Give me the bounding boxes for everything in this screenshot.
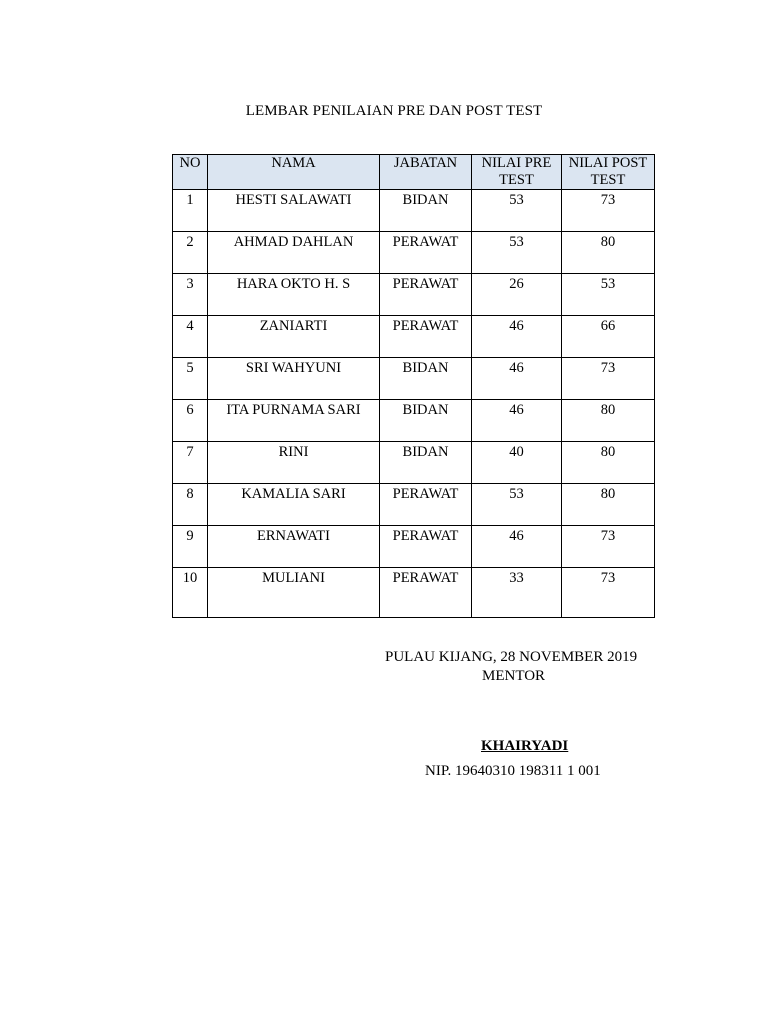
cell-nilai-post: 80 (562, 400, 655, 442)
cell-jabatan: BIDAN (380, 190, 472, 232)
cell-nilai-pre: 33 (472, 568, 562, 618)
cell-nilai-pre: 46 (472, 526, 562, 568)
cell-no: 7 (173, 442, 208, 484)
table-row (173, 484, 655, 526)
cell-nilai-post: 66 (562, 316, 655, 358)
table-row (173, 316, 655, 358)
cell-nilai-pre: 46 (472, 400, 562, 442)
table-row (173, 358, 655, 400)
cell-nilai-post: 73 (562, 190, 655, 232)
score-table (172, 154, 655, 618)
cell-nilai-post: 73 (562, 526, 655, 568)
table-row (173, 400, 655, 442)
cell-nilai-pre: 53 (472, 190, 562, 232)
table-row (173, 442, 655, 484)
document-title: LEMBAR PENILAIAN PRE DAN POST TEST (245, 103, 543, 119)
mentor-label: MENTOR (482, 668, 546, 684)
cell-nama: ZANIARTI (208, 316, 380, 358)
cell-nama: KAMALIA SARI (208, 484, 380, 526)
cell-jabatan: BIDAN (380, 400, 472, 442)
cell-nilai-pre: 40 (472, 442, 562, 484)
cell-nilai-pre: 46 (472, 316, 562, 358)
cell-jabatan: PERAWAT (380, 526, 472, 568)
cell-jabatan: PERAWAT (380, 274, 472, 316)
cell-nama: MULIANI (208, 568, 380, 618)
cell-jabatan: PERAWAT (380, 316, 472, 358)
header-jabatan: JABATAN (380, 155, 472, 190)
cell-jabatan: BIDAN (380, 358, 472, 400)
place-date: PULAU KIJANG, 28 NOVEMBER 2019 (385, 649, 638, 665)
header-no: NO (173, 155, 208, 190)
cell-nama: HESTI SALAWATI (208, 190, 380, 232)
cell-no: 5 (173, 358, 208, 400)
cell-nama: SRI WAHYUNI (208, 358, 380, 400)
cell-nilai-post: 80 (562, 484, 655, 526)
cell-nilai-pre: 46 (472, 358, 562, 400)
cell-nilai-post: 80 (562, 442, 655, 484)
cell-jabatan: PERAWAT (380, 568, 472, 618)
cell-nilai-pre: 26 (472, 274, 562, 316)
cell-nilai-pre: 53 (472, 484, 562, 526)
header-nilai-post-test: NILAI POST TEST (562, 155, 655, 190)
header-nilai-pre-test: NILAI PRE TEST (472, 155, 562, 190)
cell-nama: RINI (208, 442, 380, 484)
table-row (173, 568, 655, 618)
mentor-name: KHAIRYADI (481, 738, 569, 754)
table-row (173, 526, 655, 568)
cell-jabatan: PERAWAT (380, 484, 472, 526)
cell-no: 3 (173, 274, 208, 316)
cell-no: 1 (173, 190, 208, 232)
cell-nilai-pre: 53 (472, 232, 562, 274)
cell-no: 10 (173, 568, 208, 618)
cell-no: 9 (173, 526, 208, 568)
cell-nilai-post: 53 (562, 274, 655, 316)
table-row (173, 190, 655, 232)
cell-no: 4 (173, 316, 208, 358)
table-row (173, 274, 655, 316)
cell-nilai-post: 80 (562, 232, 655, 274)
cell-nilai-post: 73 (562, 358, 655, 400)
cell-nama: AHMAD DAHLAN (208, 232, 380, 274)
cell-no: 8 (173, 484, 208, 526)
header-nama: NAMA (208, 155, 380, 190)
cell-nama: HARA OKTO H. S (208, 274, 380, 316)
cell-nama: ITA PURNAMA SARI (208, 400, 380, 442)
cell-nama: ERNAWATI (208, 526, 380, 568)
cell-jabatan: BIDAN (380, 442, 472, 484)
table-header-row (173, 155, 655, 190)
mentor-nip: NIP. 19640310 198311 1 001 (425, 763, 601, 779)
cell-no: 6 (173, 400, 208, 442)
cell-jabatan: PERAWAT (380, 232, 472, 274)
cell-no: 2 (173, 232, 208, 274)
table-row (173, 232, 655, 274)
cell-nilai-post: 73 (562, 568, 655, 618)
